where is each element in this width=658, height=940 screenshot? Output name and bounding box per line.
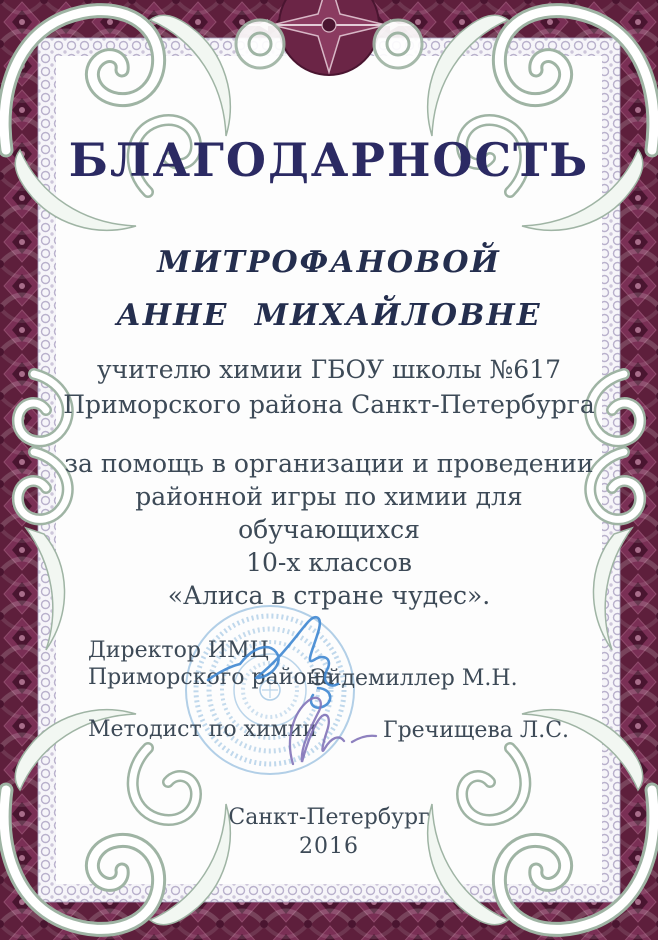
footer-year: 2016 — [299, 834, 359, 859]
director-role-line-2: Приморского района — [88, 665, 335, 690]
footer-city: Санкт-Петербург — [228, 805, 430, 830]
methodist-role-label: Методист по химии — [88, 717, 318, 742]
recipient-position — [55, 352, 603, 422]
position-line-2: Приморского района Санкт-Петербурга — [63, 390, 595, 419]
director-role-line-1: Директор ИМЦ — [88, 638, 269, 663]
reason-line-2: районной игры по химии для обучающихся — [135, 482, 523, 544]
position-line-1: учителю химии ГБОУ школы №617 — [96, 355, 562, 384]
methodist-name: Гречищева Л.С. — [383, 718, 570, 743]
certificate-title: БЛАГОДАРНОСТЬ — [68, 133, 590, 187]
recipient-surname: МИТРОФАНОВОЙ — [157, 245, 501, 280]
recipient-given-names: АННЕ МИХАЙЛОВНЕ — [116, 298, 542, 333]
director-role-label — [88, 637, 334, 691]
reason-line-1: за помощь в организации и проведении — [64, 449, 594, 478]
reason-line-4: «Алиса в стране чудес». — [167, 581, 491, 610]
award-reason — [55, 447, 603, 612]
director-name: Эйдемиллер М.Н. — [310, 666, 518, 691]
reason-line-3: 10-х классов — [246, 548, 412, 577]
